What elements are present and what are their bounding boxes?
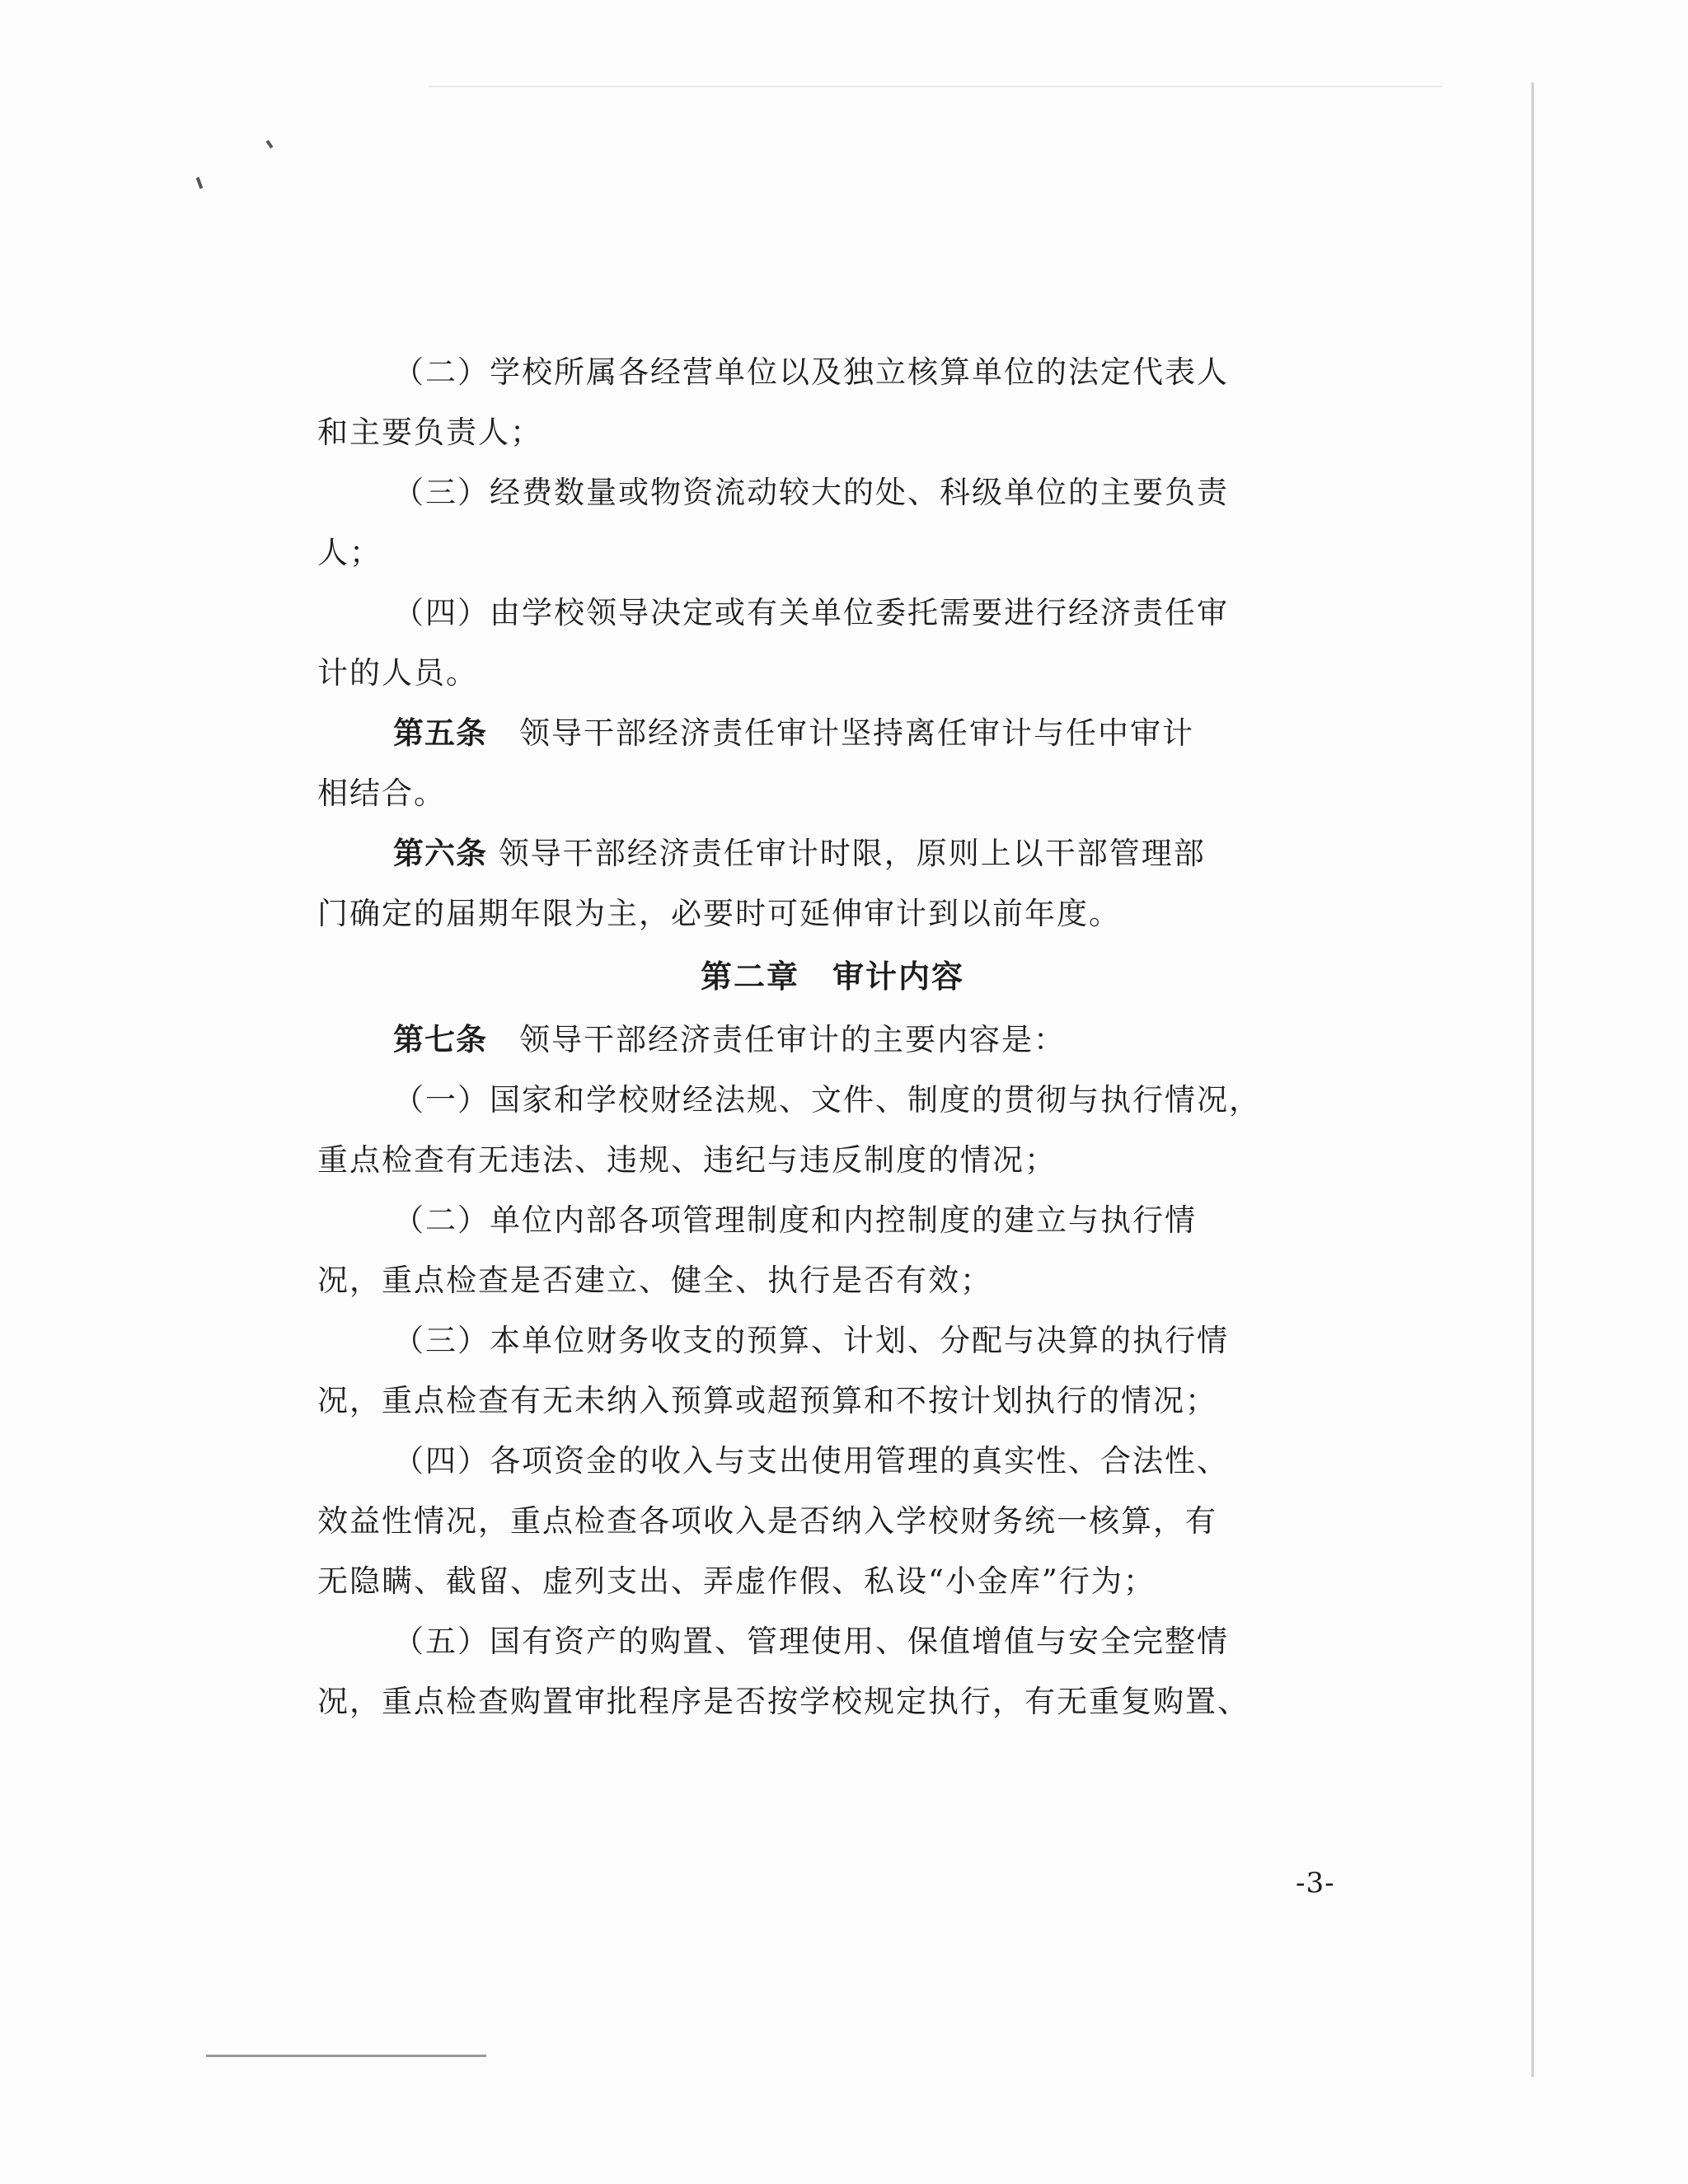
paragraph-line: 效益性情况，重点检查各项收入是否纳入学校财务统一核算，有 [317,1503,1217,1539]
scan-edge-top [429,86,1442,87]
paragraph-line: 门确定的届期年限为主，必要时可延伸审计到以前年度。 [317,896,1121,931]
paragraph-line: 相结合。 [317,776,446,811]
document-body [317,342,1348,1732]
paragraph-line: （二）学校所属各经营单位以及独立核算单位的法定代表人 [393,354,1229,390]
paragraph-line: 无隐瞒、截留、虚列支出、弄虚作假、私设“小金库”行为； [317,1563,1156,1599]
article-label: 第六条 [393,836,487,871]
scan-edge-right [1531,82,1534,2077]
article-7-line [317,1010,1348,1070]
article-label: 第五条 [393,715,487,751]
scan-speck [196,177,204,190]
paragraph-line: （二）单位内部各项管理制度和内控制度的建立与执行情 [393,1202,1197,1238]
paragraph-line: （四）各项资金的收入与支出使用管理的真实性、合法性、 [393,1443,1229,1479]
article-text: 领导干部经济责任审计的主要内容是： [519,1022,1066,1057]
chapter-heading: 第二章 审计内容 [700,958,964,995]
paragraph-line: 况，重点检查购置审批程序是否按学校规定执行，有无重复购置、 [317,1684,1250,1719]
paragraph-line: 况，重点检查有无未纳入预算或超预算和不按计划执行的情况； [317,1383,1217,1418]
paragraph-line: （一）国家和学校财经法规、文件、制度的贯彻与执行情况， [393,1082,1261,1118]
paragraph-line: 和主要负责人； [317,415,542,450]
article-5-line [317,703,1348,763]
paragraph-line: 人； [317,535,382,570]
paragraph-line: （四）由学校领导决定或有关单位委托需要进行经济责任审 [393,595,1229,630]
paragraph-line: 计的人员。 [317,655,478,691]
article-label: 第七条 [393,1022,487,1057]
article-6-line [317,823,1348,883]
paragraph-line: （三）本单位财务收支的预算、计划、分配与决算的执行情 [393,1323,1229,1358]
paragraph-line: 况，重点检查是否建立、健全、执行是否有效； [317,1263,992,1298]
page-number: -3- [1296,1867,1335,1900]
scan-edge-bottom [206,2055,486,2057]
article-text: 领导干部经济责任审计坚持离任审计与任中审计 [519,715,1194,751]
scan-speck [265,140,273,148]
paragraph-line: （五）国有资产的购置、管理使用、保值增值与安全完整情 [393,1624,1229,1659]
paragraph-line: 重点检查有无违法、违规、违纪与违反制度的情况； [317,1142,1057,1178]
paragraph-line: （三）经费数量或物资流动较大的处、科级单位的主要负责 [393,475,1229,510]
article-text: 领导干部经济责任审计时限，原则上以干部管理部 [498,836,1206,871]
